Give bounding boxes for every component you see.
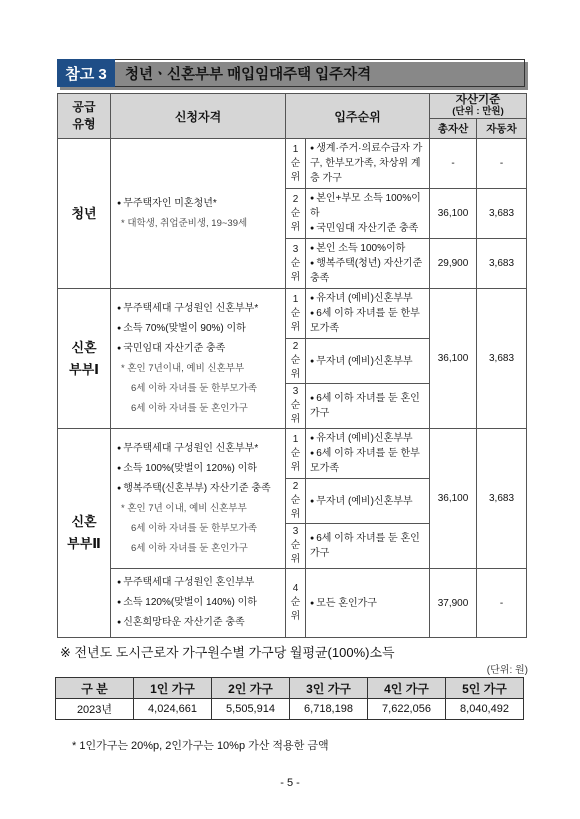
- youth-qual-note: * 대학생, 취업준비생, 19~39세: [121, 217, 248, 229]
- qual-note: * 혼인 7년이내, 예비 신혼부부: [121, 362, 245, 374]
- type-newlywed-2: 신혼 부부Ⅱ: [58, 429, 111, 638]
- qual-item: ● 무주택세대 구성원인 혼인부부: [117, 573, 279, 593]
- type-newlywed-1: 신혼 부부Ⅰ: [58, 289, 111, 429]
- newlywed-1-order-1: [306, 289, 430, 339]
- youth-car-2: 3,683: [477, 189, 527, 239]
- section-title: 청년ㆍ신혼부부 매입임대주택 입주자격: [115, 59, 525, 87]
- newlywed-2-rank-3: 3 순 위: [286, 524, 306, 569]
- order-item: ● 행복주택(청년) 자산기준 충족: [310, 256, 425, 286]
- newlywed-1-total: 36,100: [430, 289, 477, 429]
- newlywed-1-car: 3,683: [477, 289, 527, 429]
- newlywed-1-rank-3: 3 순 위: [286, 384, 306, 429]
- income-header: 5인 가구: [446, 678, 524, 699]
- income-cell: 8,040,492: [446, 699, 524, 720]
- col-order-header: 입주순위: [286, 94, 430, 139]
- qual-item: ● 소득 120%(맞벌이 140%) 이하: [117, 593, 279, 613]
- asset-title: 자산기준: [455, 94, 501, 106]
- qual-item: ● 소득 100%(맞벌이 120%) 이하: [117, 459, 279, 479]
- income-cell: 5,505,914: [212, 699, 290, 720]
- youth-order-2: [306, 189, 430, 239]
- youth-rank-1: 1 순 위: [286, 139, 306, 189]
- order-item: ● 6세 이하 자녀를 둔 혼인 가구: [310, 391, 425, 421]
- col-asset-header: [430, 94, 527, 119]
- qual-item: ● 행복주택(신혼부부) 자산기준 충족: [117, 479, 279, 499]
- youth-rank-3: 3 순 위: [286, 239, 306, 289]
- col-total-asset-header: 총자산: [430, 119, 477, 139]
- order-item: ● 국민임대 자산기준 충족: [310, 221, 425, 236]
- income-cell: 4,024,661: [134, 699, 212, 720]
- youth-qual-item: ● 무주택자인 미혼청년*: [117, 194, 279, 214]
- order-item: ● 유자녀 (예비)신혼부부: [310, 291, 425, 306]
- newlywed-2-order-3: [306, 524, 430, 569]
- qual-note: * 혼인 7년 이내, 예비 신혼부부: [121, 502, 247, 514]
- newlywed-2-order-2: [306, 479, 430, 524]
- col-type-header: 공급 유형: [58, 94, 111, 139]
- qual-item: ● 무주택세대 구성원인 신혼부부*: [117, 299, 279, 319]
- qual-item: ● 무주택세대 구성원인 신혼부부*: [117, 439, 279, 459]
- youth-car-3: 3,683: [477, 239, 527, 289]
- order-item: ● 6세 이하 자녀를 둔 한부모가족: [310, 446, 425, 476]
- order-item: ● 6세 이하 자녀를 둔 혼인 가구: [310, 531, 425, 561]
- page-number: - 5 -: [280, 777, 300, 789]
- order-item: ● 본인+부모 소득 100%이하: [310, 191, 425, 221]
- newlywed-2-order-4: [306, 569, 430, 638]
- order-item: ● 생계·주거·의료수급자 가구, 한부모가족, 차상위 계층 가구: [310, 141, 425, 186]
- newlywed-1-rank-1: 1 순 위: [286, 289, 306, 339]
- section-tag: 참고 3: [57, 59, 115, 87]
- newlywed-1-qualification: [111, 289, 286, 429]
- income-cell: 2023년: [56, 699, 134, 720]
- order-item: ● 유자녀 (예비)신혼부부: [310, 431, 425, 446]
- youth-total-3: 29,900: [430, 239, 477, 289]
- order-item: ● 무자녀 (예비)신혼부부: [310, 354, 425, 369]
- newlywed-2-rank-1: 1 순 위: [286, 429, 306, 479]
- newlywed-1-rank-2: 2 순 위: [286, 339, 306, 384]
- income-header: 2인 가구: [212, 678, 290, 699]
- newlywed-2-order-1: [306, 429, 430, 479]
- newlywed-1-order-2: [306, 339, 430, 384]
- newlywed-2-r4-qualification: [111, 569, 286, 638]
- income-header: 4인 가구: [368, 678, 446, 699]
- order-item: ● 본인 소득 100%이하: [310, 241, 425, 256]
- col-qual-header: 신청자격: [111, 94, 286, 139]
- newlywed-2-car-4: -: [477, 569, 527, 638]
- qual-item: ● 신혼희망타운 자산기준 충족: [117, 613, 279, 633]
- newlywed-2-total: 36,100: [430, 429, 477, 569]
- order-item: ● 모든 혼인가구: [310, 596, 425, 611]
- youth-order-1: [306, 139, 430, 189]
- newlywed-2-rank-4: 4 순 위: [286, 569, 306, 638]
- qual-note: 6세 이하 자녀를 둔 한부모가족: [131, 382, 257, 394]
- type-youth: 청년: [58, 139, 111, 289]
- footnote: * 1인가구는 20%p, 2인가구는 10%p 가산 적용한 금액: [72, 740, 329, 752]
- income-header: 구 분: [56, 678, 134, 699]
- newlywed-2-qualification: [111, 429, 286, 569]
- newlywed-2-car: 3,683: [477, 429, 527, 569]
- qual-note: 6세 이하 자녀를 둔 한부모가족: [131, 522, 257, 534]
- income-remark: ※ 전년도 도시근로자 가구원수별 가구당 월평균(100%)소득: [60, 645, 395, 660]
- qual-item: ● 소득 70%(맞벌이 90%) 이하: [117, 319, 279, 339]
- income-header: 1인 가구: [134, 678, 212, 699]
- income-cell: 6,718,198: [290, 699, 368, 720]
- youth-rank-2: 2 순 위: [286, 189, 306, 239]
- income-unit: (단위: 원): [486, 665, 528, 676]
- youth-total-1: -: [430, 139, 477, 189]
- order-item: ● 무자녀 (예비)신혼부부: [310, 494, 425, 509]
- youth-qualification: [111, 139, 286, 289]
- income-table: [55, 677, 524, 720]
- asset-unit: (단위 : 만원): [452, 106, 504, 117]
- youth-car-1: -: [477, 139, 527, 189]
- newlywed-2-total-4: 37,900: [430, 569, 477, 638]
- eligibility-table: [57, 93, 527, 638]
- income-header: 3인 가구: [290, 678, 368, 699]
- order-item: ● 6세 이하 자녀를 둔 한부모가족: [310, 306, 425, 336]
- qual-note: 6세 이하 자녀를 둔 혼인가구: [131, 402, 248, 414]
- youth-order-3: [306, 239, 430, 289]
- youth-total-2: 36,100: [430, 189, 477, 239]
- qual-item: ● 국민임대 자산기준 충족: [117, 339, 279, 359]
- newlywed-2-rank-2: 2 순 위: [286, 479, 306, 524]
- income-cell: 7,622,056: [368, 699, 446, 720]
- section-header: [57, 59, 525, 87]
- newlywed-1-order-3: [306, 384, 430, 429]
- qual-note: 6세 이하 자녀를 둔 혼인가구: [131, 542, 248, 554]
- col-car-header: 자동차: [477, 119, 527, 139]
